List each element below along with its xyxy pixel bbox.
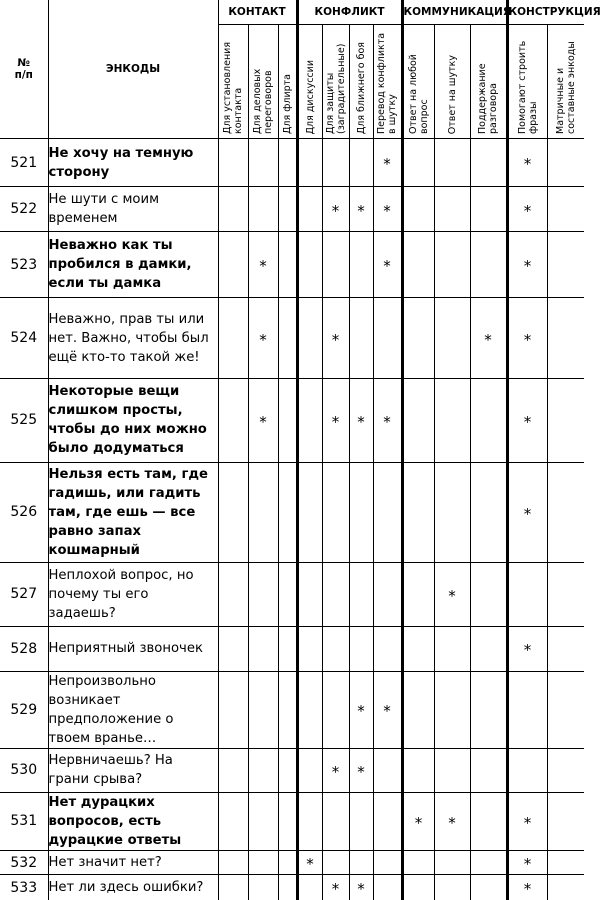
star-mark: * — [448, 813, 456, 832]
mark-cell — [547, 298, 584, 379]
mark-cell — [402, 875, 434, 900]
mark-cell — [434, 851, 470, 875]
mark-cell — [297, 627, 322, 671]
star-mark: * — [523, 257, 532, 276]
mark-cell — [434, 462, 470, 562]
mark-cell — [278, 749, 297, 792]
group-header-construction: КОНСТРУКЦИЯ — [507, 0, 584, 25]
mark-cell — [507, 562, 547, 627]
mark-cell — [470, 792, 507, 850]
row-number: 521 — [0, 139, 48, 187]
mark-cell — [434, 231, 470, 298]
mark-cell — [218, 187, 248, 231]
subheader-keep-conversation: Поддержание разговора — [470, 25, 507, 139]
mark-cell — [373, 231, 402, 298]
mark-cell — [278, 462, 297, 562]
mark-cell — [373, 749, 402, 792]
mark-cell — [248, 379, 278, 463]
mark-cell — [248, 462, 278, 562]
mark-cell — [402, 627, 434, 671]
mark-cell — [322, 462, 349, 562]
mark-cell — [218, 671, 248, 749]
mark-cell — [373, 187, 402, 231]
star-mark: * — [357, 702, 365, 721]
mark-cell — [297, 187, 322, 231]
mark-cell — [248, 749, 278, 792]
mark-cell — [218, 462, 248, 562]
encode-text: Неприятный звоночек — [48, 627, 218, 671]
mark-cell — [470, 851, 507, 875]
star-mark: * — [523, 155, 532, 174]
star-mark: * — [523, 813, 532, 832]
encode-text: Не шути с моим временем — [48, 187, 218, 231]
table-header — [0, 0, 601, 139]
mark-cell — [470, 462, 507, 562]
table-row — [0, 792, 584, 850]
star-mark: * — [523, 412, 532, 431]
mark-cell — [373, 379, 402, 463]
mark-cell — [402, 231, 434, 298]
encode-text: Неважно как ты пробился в дамки, если ты дамка — [48, 231, 218, 298]
subheader-contact-establish: Для установления контакта — [218, 25, 248, 139]
star-mark: * — [523, 201, 532, 220]
mark-cell — [349, 187, 373, 231]
star-mark: * — [331, 762, 340, 781]
mark-cell — [297, 671, 322, 749]
mark-cell — [349, 792, 373, 850]
mark-cell — [322, 187, 349, 231]
mark-cell — [278, 851, 297, 875]
star-mark: * — [383, 702, 391, 721]
mark-cell — [547, 792, 584, 850]
mark-cell — [470, 379, 507, 463]
star-mark: * — [414, 813, 423, 832]
mark-cell — [349, 298, 373, 379]
star-mark: * — [259, 412, 267, 431]
subheader-matrix-encodes: Матричные и составные энкоды — [547, 25, 584, 139]
mark-cell — [218, 139, 248, 187]
row-number: 530 — [0, 749, 48, 792]
table-row — [0, 627, 584, 671]
mark-cell — [470, 139, 507, 187]
subheader-flirt: Для флирта — [278, 25, 297, 139]
row-number: 527 — [0, 562, 48, 627]
mark-cell — [278, 231, 297, 298]
mark-cell — [248, 671, 278, 749]
star-mark: * — [357, 201, 365, 220]
mark-cell — [278, 875, 297, 900]
encode-text: Нет дурацких вопросов, есть дурацкие ответы — [48, 792, 218, 850]
mark-cell — [322, 875, 349, 900]
table-body — [0, 139, 584, 900]
mark-cell — [434, 671, 470, 749]
mark-cell — [218, 231, 248, 298]
row-number: 529 — [0, 671, 48, 749]
mark-cell — [278, 562, 297, 627]
mark-cell — [547, 562, 584, 627]
star-mark: * — [383, 257, 391, 276]
mark-cell — [507, 851, 547, 875]
mark-cell — [248, 139, 278, 187]
mark-cell — [470, 187, 507, 231]
mark-cell — [434, 139, 470, 187]
mark-cell — [278, 671, 297, 749]
group-header-conflict: КОНФЛИКТ — [297, 0, 402, 25]
mark-cell — [248, 298, 278, 379]
mark-cell — [349, 851, 373, 875]
mark-cell — [322, 139, 349, 187]
mark-cell — [322, 379, 349, 463]
mark-cell — [349, 875, 373, 900]
table-row — [0, 298, 584, 379]
subheader-any-question: Ответ на любой вопрос — [402, 25, 434, 139]
mark-cell — [297, 851, 322, 875]
mark-cell — [402, 671, 434, 749]
mark-cell — [434, 562, 470, 627]
encode-text: Непроизвольно возникает предположение о твоем вранье… — [48, 671, 218, 749]
encode-column-header — [48, 0, 218, 139]
mark-cell — [322, 851, 349, 875]
star-mark: * — [383, 155, 391, 174]
star-mark: * — [331, 201, 340, 220]
group-header-communication: КОММУНИКАЦИЯ — [402, 0, 507, 25]
subheader-business-negotiation: Для деловых переговоров — [248, 25, 278, 139]
subheader-joke-answer: Ответ на шутку — [434, 25, 470, 139]
mark-cell — [278, 627, 297, 671]
row-number: 533 — [0, 875, 48, 900]
mark-cell — [218, 851, 248, 875]
mark-cell — [507, 231, 547, 298]
star-mark: * — [259, 257, 267, 276]
mark-cell — [402, 187, 434, 231]
mark-cell — [507, 749, 547, 792]
encode-text: Некоторые вещи слишком просты, чтобы до них можно было додуматься — [48, 379, 218, 463]
star-mark: * — [523, 855, 532, 874]
star-mark: * — [523, 504, 532, 523]
mark-cell — [218, 749, 248, 792]
table-row — [0, 875, 584, 900]
mark-cell — [297, 792, 322, 850]
row-number: 531 — [0, 792, 48, 850]
mark-cell — [278, 379, 297, 463]
mark-cell — [402, 792, 434, 850]
mark-cell — [547, 462, 584, 562]
mark-cell — [278, 139, 297, 187]
table-row — [0, 671, 584, 749]
mark-cell — [297, 462, 322, 562]
mark-cell — [248, 562, 278, 627]
mark-cell — [373, 298, 402, 379]
mark-cell — [402, 462, 434, 562]
encode-text: Не хочу на темную сторону — [48, 139, 218, 187]
mark-cell — [349, 627, 373, 671]
mark-cell — [547, 627, 584, 671]
star-mark: * — [523, 330, 532, 349]
num-header-label: № п/п — [14, 57, 33, 81]
mark-cell — [278, 792, 297, 850]
mark-cell — [349, 231, 373, 298]
star-mark: * — [523, 880, 532, 899]
mark-cell — [470, 749, 507, 792]
star-mark: * — [357, 880, 365, 899]
mark-cell — [373, 792, 402, 850]
table-row — [0, 379, 584, 463]
mark-cell — [402, 379, 434, 463]
mark-cell — [248, 875, 278, 900]
mark-cell — [218, 627, 248, 671]
mark-cell — [322, 231, 349, 298]
mark-cell — [218, 298, 248, 379]
mark-cell — [470, 671, 507, 749]
table-row — [0, 462, 584, 562]
table-row — [0, 231, 584, 298]
star-mark: * — [306, 855, 314, 874]
mark-cell — [507, 627, 547, 671]
subheader-build-phrases: Помогают строить фразы — [507, 25, 547, 139]
mark-cell — [547, 139, 584, 187]
mark-cell — [218, 875, 248, 900]
mark-cell — [248, 792, 278, 850]
star-mark: * — [357, 762, 365, 781]
group-header-contact: КОНТАКТ — [218, 0, 297, 25]
row-number: 532 — [0, 851, 48, 875]
star-mark: * — [484, 330, 492, 349]
mark-cell — [507, 379, 547, 463]
star-mark: * — [383, 201, 391, 220]
mark-cell — [349, 462, 373, 562]
mark-cell — [434, 875, 470, 900]
encode-header-label: ЭНКОДЫ — [105, 63, 161, 75]
row-number: 524 — [0, 298, 48, 379]
mark-cell — [507, 792, 547, 850]
mark-cell — [297, 231, 322, 298]
mark-cell — [278, 187, 297, 231]
mark-cell — [218, 379, 248, 463]
mark-cell — [547, 875, 584, 900]
mark-cell — [547, 749, 584, 792]
mark-cell — [218, 792, 248, 850]
row-number: 528 — [0, 627, 48, 671]
star-mark: * — [357, 412, 365, 431]
table-row — [0, 851, 584, 875]
mark-cell — [322, 562, 349, 627]
mark-cell — [373, 462, 402, 562]
mark-cell — [547, 187, 584, 231]
mark-cell — [218, 562, 248, 627]
mark-cell — [470, 562, 507, 627]
star-mark: * — [331, 330, 340, 349]
mark-cell — [297, 298, 322, 379]
row-number: 523 — [0, 231, 48, 298]
mark-cell — [470, 627, 507, 671]
mark-cell — [248, 627, 278, 671]
mark-cell — [507, 671, 547, 749]
row-number: 525 — [0, 379, 48, 463]
mark-cell — [507, 462, 547, 562]
mark-cell — [322, 792, 349, 850]
mark-cell — [349, 379, 373, 463]
mark-cell — [322, 298, 349, 379]
subheader-defense: Для защиты (заградительные) — [322, 25, 349, 139]
star-mark: * — [523, 641, 532, 660]
encode-text: Неважно, прав ты или нет. Важно, чтобы был ещё кто-то такой же! — [48, 298, 218, 379]
mark-cell — [402, 562, 434, 627]
mark-cell — [434, 379, 470, 463]
table-row — [0, 749, 584, 792]
mark-cell — [349, 139, 373, 187]
mark-cell — [547, 671, 584, 749]
star-mark: * — [331, 412, 340, 431]
encode-text: Нельзя есть там, где гадишь, или гадить там, где ешь — все равно запах кошмарный — [48, 462, 218, 562]
mark-cell — [373, 562, 402, 627]
mark-cell — [402, 851, 434, 875]
table-row — [0, 562, 584, 627]
encode-text: Неплохой вопрос, но почему ты его задаешь? — [48, 562, 218, 627]
mark-cell — [402, 139, 434, 187]
mark-cell — [547, 851, 584, 875]
mark-cell — [278, 298, 297, 379]
table-row — [0, 139, 584, 187]
mark-cell — [373, 875, 402, 900]
mark-cell — [507, 187, 547, 231]
mark-cell — [248, 231, 278, 298]
mark-cell — [322, 627, 349, 671]
mark-cell — [297, 379, 322, 463]
star-mark: * — [383, 412, 391, 431]
mark-cell — [402, 749, 434, 792]
mark-cell — [297, 749, 322, 792]
mark-cell — [470, 875, 507, 900]
mark-cell — [507, 139, 547, 187]
subheader-conflict-to-joke: Перевод конфликта в шутку — [373, 25, 402, 139]
star-mark: * — [331, 880, 340, 899]
mark-cell — [349, 671, 373, 749]
mark-cell — [373, 671, 402, 749]
mark-cell — [248, 851, 278, 875]
encode-text: Нет значит нет? — [48, 851, 218, 875]
mark-cell — [349, 562, 373, 627]
table-row — [0, 187, 584, 231]
mark-cell — [349, 749, 373, 792]
mark-cell — [507, 298, 547, 379]
mark-cell — [322, 671, 349, 749]
mark-cell — [373, 139, 402, 187]
mark-cell — [547, 379, 584, 463]
star-mark: * — [259, 330, 267, 349]
mark-cell — [434, 792, 470, 850]
mark-cell — [402, 298, 434, 379]
mark-cell — [373, 627, 402, 671]
mark-cell — [507, 875, 547, 900]
mark-cell — [322, 749, 349, 792]
row-number: 526 — [0, 462, 48, 562]
num-column-header — [0, 0, 48, 139]
mark-cell — [434, 187, 470, 231]
mark-cell — [297, 875, 322, 900]
encode-text: Нет ли здесь ошибки? — [48, 875, 218, 900]
mark-cell — [434, 298, 470, 379]
subheader-discussion: Для дискуссии — [297, 25, 322, 139]
mark-cell — [297, 562, 322, 627]
mark-cell — [248, 187, 278, 231]
mark-cell — [470, 231, 507, 298]
subheader-close-combat: Для ближнего боя — [349, 25, 373, 139]
encode-text: Нервничаешь? На грани срыва? — [48, 749, 218, 792]
mark-cell — [434, 749, 470, 792]
mark-cell — [297, 139, 322, 187]
row-number: 522 — [0, 187, 48, 231]
mark-cell — [434, 627, 470, 671]
star-mark: * — [448, 586, 456, 605]
mark-cell — [547, 231, 584, 298]
mark-cell — [470, 298, 507, 379]
mark-cell — [373, 851, 402, 875]
